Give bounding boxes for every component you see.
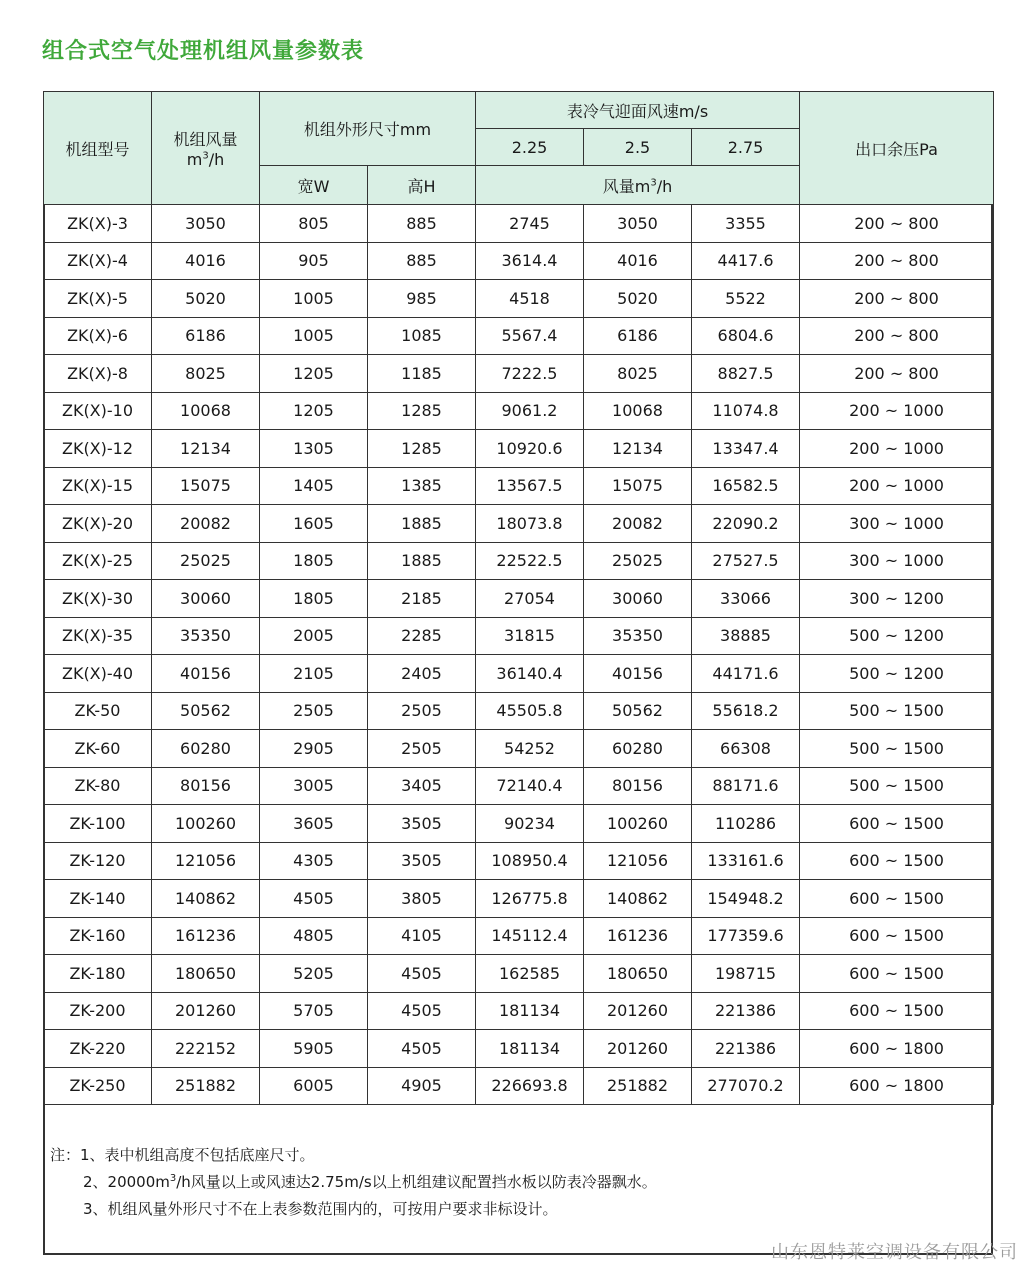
cell-model: ZK-220	[44, 1030, 152, 1068]
cell-speed-1: 7222.5	[476, 355, 584, 393]
cell-speed-1: 13567.5	[476, 467, 584, 505]
cell-airflow: 40156	[152, 655, 260, 693]
cell-height: 1085	[368, 317, 476, 355]
cell-width: 1205	[260, 355, 368, 393]
cell-pressure: 500 ~ 1200	[800, 655, 994, 693]
header-airflow	[152, 92, 260, 205]
cell-speed-2: 100260	[584, 805, 692, 843]
cell-airflow: 15075	[152, 467, 260, 505]
cell-model: ZK(X)-35	[44, 617, 152, 655]
cell-speed-1: 126775.8	[476, 880, 584, 918]
header-height: 高H	[368, 166, 476, 205]
speed-airflow-tail: /h	[656, 176, 673, 196]
cell-width: 1805	[260, 542, 368, 580]
cell-height: 3505	[368, 842, 476, 880]
cell-speed-1: 31815	[476, 617, 584, 655]
cell-airflow: 12134	[152, 430, 260, 468]
cell-pressure: 600 ~ 1500	[800, 805, 994, 843]
note-3: 3、机组风量外形尺寸不在上表参数范围内的，可按用户要求非标设计。	[83, 1200, 558, 1218]
cell-height: 1285	[368, 392, 476, 430]
cell-speed-2: 10068	[584, 392, 692, 430]
cell-width: 6005	[260, 1067, 368, 1105]
cell-speed-1: 226693.8	[476, 1067, 584, 1105]
cell-speed-3: 6804.6	[692, 317, 800, 355]
header-coil-speed: 表冷气迎面风速m/s	[476, 92, 800, 129]
header-airflow-unit	[152, 150, 259, 169]
cell-speed-3: 22090.2	[692, 505, 800, 543]
cell-airflow: 35350	[152, 617, 260, 655]
company-footer: 山东恩特莱空调设备有限公司	[771, 1242, 1018, 1263]
unit-exp: 3	[202, 150, 209, 162]
header-model: 机组型号	[44, 92, 152, 205]
cell-pressure: 300 ~ 1000	[800, 542, 994, 580]
cell-speed-2: 6186	[584, 317, 692, 355]
cell-width: 5905	[260, 1030, 368, 1068]
cell-model: ZK-250	[44, 1067, 152, 1105]
cell-pressure: 200 ~ 800	[800, 280, 994, 318]
cell-height: 1185	[368, 355, 476, 393]
cell-pressure: 600 ~ 1800	[800, 1067, 994, 1105]
table-row	[44, 467, 994, 505]
table-row	[44, 842, 994, 880]
cell-model: ZK(X)-20	[44, 505, 152, 543]
cell-airflow: 222152	[152, 1030, 260, 1068]
cell-pressure: 600 ~ 1500	[800, 955, 994, 993]
cell-speed-3: 44171.6	[692, 655, 800, 693]
cell-height: 985	[368, 280, 476, 318]
cell-pressure: 200 ~ 1000	[800, 430, 994, 468]
cell-airflow: 80156	[152, 767, 260, 805]
cell-speed-3: 3355	[692, 205, 800, 243]
page-title: 组合式空气处理机组风量参数表	[42, 39, 365, 64]
cell-height: 3405	[368, 767, 476, 805]
cell-speed-1: 54252	[476, 730, 584, 768]
header-speed-3: 2.75	[692, 129, 800, 166]
cell-airflow: 140862	[152, 880, 260, 918]
cell-speed-1: 108950.4	[476, 842, 584, 880]
cell-speed-2: 12134	[584, 430, 692, 468]
cell-speed-2: 121056	[584, 842, 692, 880]
cell-speed-2: 60280	[584, 730, 692, 768]
cell-pressure: 200 ~ 1000	[800, 467, 994, 505]
note-1: 注：1、表中机组高度不包括底座尺寸。	[50, 1146, 315, 1164]
spec-table	[43, 91, 994, 1105]
cell-speed-2: 15075	[584, 467, 692, 505]
cell-speed-1: 9061.2	[476, 392, 584, 430]
table-row	[44, 917, 994, 955]
cell-speed-3: 16582.5	[692, 467, 800, 505]
cell-pressure: 200 ~ 800	[800, 355, 994, 393]
cell-airflow: 161236	[152, 917, 260, 955]
cell-speed-3: 11074.8	[692, 392, 800, 430]
cell-pressure: 600 ~ 1500	[800, 992, 994, 1030]
cell-height: 2505	[368, 730, 476, 768]
cell-height: 1385	[368, 467, 476, 505]
unit-tail: /h	[208, 150, 225, 169]
table-row	[44, 692, 994, 730]
note-2	[50, 1169, 980, 1196]
cell-speed-1: 5567.4	[476, 317, 584, 355]
table-row	[44, 992, 994, 1030]
table-row	[44, 1067, 994, 1105]
cell-model: ZK-60	[44, 730, 152, 768]
table-body	[44, 205, 994, 1105]
cell-pressure: 500 ~ 1500	[800, 767, 994, 805]
cell-width: 4805	[260, 917, 368, 955]
header-speed-2: 2.5	[584, 129, 692, 166]
cell-model: ZK(X)-12	[44, 430, 152, 468]
cell-pressure: 600 ~ 1500	[800, 917, 994, 955]
cell-height: 3805	[368, 880, 476, 918]
cell-speed-1: 10920.6	[476, 430, 584, 468]
cell-height: 885	[368, 205, 476, 243]
header-speed-airflow	[476, 166, 800, 205]
cell-model: ZK-100	[44, 805, 152, 843]
cell-speed-3: 13347.4	[692, 430, 800, 468]
cell-airflow: 3050	[152, 205, 260, 243]
cell-width: 4505	[260, 880, 368, 918]
cell-speed-1: 90234	[476, 805, 584, 843]
table-row	[44, 617, 994, 655]
cell-pressure: 300 ~ 1200	[800, 580, 994, 618]
cell-speed-2: 30060	[584, 580, 692, 618]
cell-speed-1: 4518	[476, 280, 584, 318]
table-row	[44, 205, 994, 243]
note-2-a: 2、20000m	[83, 1173, 170, 1191]
cell-speed-3: 27527.5	[692, 542, 800, 580]
cell-speed-3: 5522	[692, 280, 800, 318]
cell-width: 2905	[260, 730, 368, 768]
cell-speed-1: 27054	[476, 580, 584, 618]
cell-speed-2: 8025	[584, 355, 692, 393]
cell-airflow: 100260	[152, 805, 260, 843]
cell-model: ZK-140	[44, 880, 152, 918]
cell-model: ZK-180	[44, 955, 152, 993]
cell-speed-1: 22522.5	[476, 542, 584, 580]
cell-model: ZK-160	[44, 917, 152, 955]
cell-airflow: 251882	[152, 1067, 260, 1105]
cell-pressure: 500 ~ 1500	[800, 730, 994, 768]
cell-height: 3505	[368, 805, 476, 843]
cell-model: ZK(X)-4	[44, 242, 152, 280]
cell-pressure: 600 ~ 1500	[800, 842, 994, 880]
cell-speed-3: 221386	[692, 1030, 800, 1068]
cell-speed-1: 181134	[476, 1030, 584, 1068]
cell-speed-2: 201260	[584, 1030, 692, 1068]
header-pressure: 出口余压Pa	[800, 92, 994, 205]
table-row	[44, 505, 994, 543]
unit-base: m	[186, 150, 203, 169]
cell-pressure: 500 ~ 1500	[800, 692, 994, 730]
table-row	[44, 767, 994, 805]
cell-speed-2: 3050	[584, 205, 692, 243]
cell-airflow: 201260	[152, 992, 260, 1030]
cell-height: 885	[368, 242, 476, 280]
note-2-b: /h风量以上或风速达2.75m/s以上机组建议配置挡水板以防表冷器飘水。	[176, 1173, 657, 1191]
cell-height: 2405	[368, 655, 476, 693]
cell-speed-3: 8827.5	[692, 355, 800, 393]
cell-pressure: 200 ~ 800	[800, 242, 994, 280]
cell-height: 1885	[368, 542, 476, 580]
cell-speed-2: 40156	[584, 655, 692, 693]
cell-speed-3: 33066	[692, 580, 800, 618]
cell-width: 2505	[260, 692, 368, 730]
cell-pressure: 300 ~ 1000	[800, 505, 994, 543]
cell-airflow: 25025	[152, 542, 260, 580]
cell-speed-2: 25025	[584, 542, 692, 580]
cell-width: 2005	[260, 617, 368, 655]
header-width: 宽W	[260, 166, 368, 205]
table-row	[44, 430, 994, 468]
cell-width: 1405	[260, 467, 368, 505]
cell-height: 1885	[368, 505, 476, 543]
cell-pressure: 200 ~ 800	[800, 205, 994, 243]
table-row	[44, 955, 994, 993]
cell-width: 1305	[260, 430, 368, 468]
cell-height: 1285	[368, 430, 476, 468]
cell-airflow: 121056	[152, 842, 260, 880]
cell-model: ZK-50	[44, 692, 152, 730]
cell-model: ZK-200	[44, 992, 152, 1030]
cell-pressure: 500 ~ 1200	[800, 617, 994, 655]
cell-pressure: 200 ~ 1000	[800, 392, 994, 430]
table-row	[44, 242, 994, 280]
cell-speed-3: 133161.6	[692, 842, 800, 880]
cell-speed-2: 201260	[584, 992, 692, 1030]
cell-speed-1: 181134	[476, 992, 584, 1030]
header-airflow-label: 机组风量	[173, 130, 238, 149]
table-row	[44, 580, 994, 618]
cell-airflow: 20082	[152, 505, 260, 543]
cell-speed-1: 45505.8	[476, 692, 584, 730]
cell-speed-1: 162585	[476, 955, 584, 993]
cell-model: ZK-80	[44, 767, 152, 805]
cell-width: 1805	[260, 580, 368, 618]
cell-width: 805	[260, 205, 368, 243]
cell-speed-3: 38885	[692, 617, 800, 655]
cell-speed-2: 4016	[584, 242, 692, 280]
table-row	[44, 655, 994, 693]
cell-airflow: 30060	[152, 580, 260, 618]
cell-speed-2: 251882	[584, 1067, 692, 1105]
cell-width: 1005	[260, 280, 368, 318]
cell-height: 4505	[368, 955, 476, 993]
cell-airflow: 10068	[152, 392, 260, 430]
cell-speed-3: 277070.2	[692, 1067, 800, 1105]
speed-airflow-base: 风量m	[602, 176, 651, 196]
cell-speed-2: 161236	[584, 917, 692, 955]
table-row	[44, 317, 994, 355]
cell-speed-3: 66308	[692, 730, 800, 768]
speed-airflow-exp: 3	[650, 177, 657, 189]
table-row	[44, 280, 994, 318]
cell-height: 4505	[368, 992, 476, 1030]
table-row	[44, 355, 994, 393]
cell-speed-3: 177359.6	[692, 917, 800, 955]
cell-speed-1: 36140.4	[476, 655, 584, 693]
cell-airflow: 4016	[152, 242, 260, 280]
cell-airflow: 6186	[152, 317, 260, 355]
cell-model: ZK(X)-3	[44, 205, 152, 243]
cell-model: ZK(X)-10	[44, 392, 152, 430]
notes	[50, 1142, 980, 1223]
table-row	[44, 730, 994, 768]
cell-speed-3: 4417.6	[692, 242, 800, 280]
header-dimensions: 机组外形尺寸mm	[260, 92, 476, 166]
note-2-exp: 3	[169, 1173, 177, 1184]
table-row	[44, 805, 994, 843]
cell-height: 2285	[368, 617, 476, 655]
cell-speed-2: 80156	[584, 767, 692, 805]
cell-airflow: 50562	[152, 692, 260, 730]
cell-speed-1: 18073.8	[476, 505, 584, 543]
cell-speed-2: 20082	[584, 505, 692, 543]
cell-width: 4305	[260, 842, 368, 880]
cell-airflow: 5020	[152, 280, 260, 318]
cell-speed-2: 50562	[584, 692, 692, 730]
cell-speed-1: 145112.4	[476, 917, 584, 955]
cell-speed-1: 2745	[476, 205, 584, 243]
cell-height: 2185	[368, 580, 476, 618]
cell-speed-3: 88171.6	[692, 767, 800, 805]
table-row	[44, 880, 994, 918]
cell-width: 2105	[260, 655, 368, 693]
cell-speed-2: 180650	[584, 955, 692, 993]
cell-speed-2: 140862	[584, 880, 692, 918]
cell-width: 1605	[260, 505, 368, 543]
cell-model: ZK(X)-30	[44, 580, 152, 618]
cell-model: ZK-120	[44, 842, 152, 880]
cell-width: 3005	[260, 767, 368, 805]
cell-pressure: 600 ~ 1800	[800, 1030, 994, 1068]
cell-model: ZK(X)-15	[44, 467, 152, 505]
cell-pressure: 200 ~ 800	[800, 317, 994, 355]
cell-airflow: 60280	[152, 730, 260, 768]
header-speed-1: 2.25	[476, 129, 584, 166]
cell-height: 2505	[368, 692, 476, 730]
cell-height: 4505	[368, 1030, 476, 1068]
cell-width: 905	[260, 242, 368, 280]
table-row	[44, 542, 994, 580]
cell-speed-3: 154948.2	[692, 880, 800, 918]
cell-width: 5705	[260, 992, 368, 1030]
cell-airflow: 180650	[152, 955, 260, 993]
cell-airflow: 8025	[152, 355, 260, 393]
cell-model: ZK(X)-8	[44, 355, 152, 393]
cell-speed-3: 221386	[692, 992, 800, 1030]
cell-speed-3: 110286	[692, 805, 800, 843]
cell-speed-2: 35350	[584, 617, 692, 655]
cell-height: 4105	[368, 917, 476, 955]
cell-speed-1: 3614.4	[476, 242, 584, 280]
cell-width: 1005	[260, 317, 368, 355]
table-row	[44, 1030, 994, 1068]
cell-speed-3: 198715	[692, 955, 800, 993]
cell-height: 4905	[368, 1067, 476, 1105]
cell-speed-1: 72140.4	[476, 767, 584, 805]
cell-width: 5205	[260, 955, 368, 993]
cell-model: ZK(X)-40	[44, 655, 152, 693]
cell-model: ZK(X)-25	[44, 542, 152, 580]
cell-model: ZK(X)-6	[44, 317, 152, 355]
cell-speed-2: 5020	[584, 280, 692, 318]
cell-width: 3605	[260, 805, 368, 843]
cell-model: ZK(X)-5	[44, 280, 152, 318]
cell-width: 1205	[260, 392, 368, 430]
cell-pressure: 600 ~ 1500	[800, 880, 994, 918]
table-row	[44, 392, 994, 430]
cell-speed-3: 55618.2	[692, 692, 800, 730]
